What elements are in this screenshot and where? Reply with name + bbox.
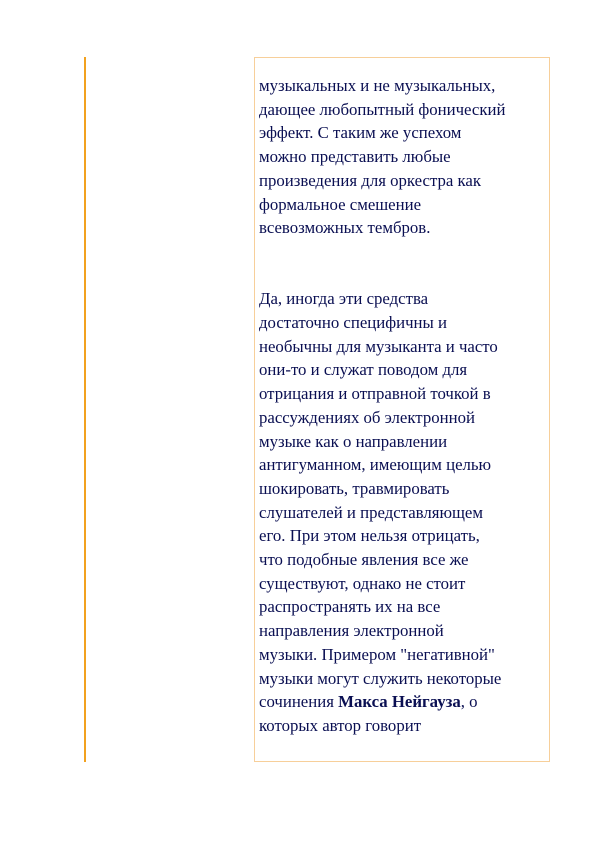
text-line: его. При этом нельзя отрицать,	[259, 526, 480, 546]
margin-rule	[84, 57, 86, 762]
text-fragment: , о	[460, 692, 478, 712]
text-line: музыки. Примером "негативной"	[259, 644, 495, 664]
paragraph-gap	[259, 240, 551, 287]
text-line: они-то и служат поводом для	[259, 360, 468, 380]
paragraph-2	[259, 287, 551, 737]
text-line: можно представить любые	[259, 147, 451, 167]
text-line: дающее любопытный фонический	[259, 99, 506, 119]
body-text	[259, 74, 551, 738]
text-line: антигуманном, имеющим целью	[259, 455, 492, 475]
text-line: эффект. С таким же успехом	[259, 123, 462, 143]
text-line: достаточно специфичны и	[259, 313, 447, 333]
text-line: слушателей и представляющем	[259, 502, 483, 522]
text-line: Да, иногда эти средства	[259, 289, 429, 309]
author-name: Макса Нейгауза	[338, 692, 461, 712]
paragraph-1	[259, 74, 551, 240]
text-column	[254, 57, 550, 762]
text-line: направления электронной	[259, 621, 444, 641]
text-line: что подобные явления все же	[259, 550, 469, 570]
text-line: необычны для музыканта и часто	[259, 336, 498, 356]
text-line: рассуждениях об электронной	[259, 407, 475, 427]
text-line: музыки могут служить некоторые	[259, 668, 502, 688]
text-line: формальное смешение	[259, 194, 422, 214]
text-line: музыке как о направлении	[259, 431, 448, 451]
text-line: которых автор говорит	[259, 715, 422, 735]
text-line: всевозможных тембров.	[259, 218, 431, 238]
text-line: музыкальных и не музыкальных,	[259, 76, 496, 95]
text-line: шокировать, травмировать	[259, 478, 450, 498]
text-line: произведения для оркестра как	[259, 170, 482, 190]
text-line: существуют, однако не стоит	[259, 573, 466, 593]
text-line: распространять их на все	[259, 597, 441, 617]
text-fragment: сочинения	[259, 692, 339, 712]
text-line-with-name	[259, 690, 551, 714]
text-line: отрицания и отправной точкой в	[259, 384, 491, 404]
